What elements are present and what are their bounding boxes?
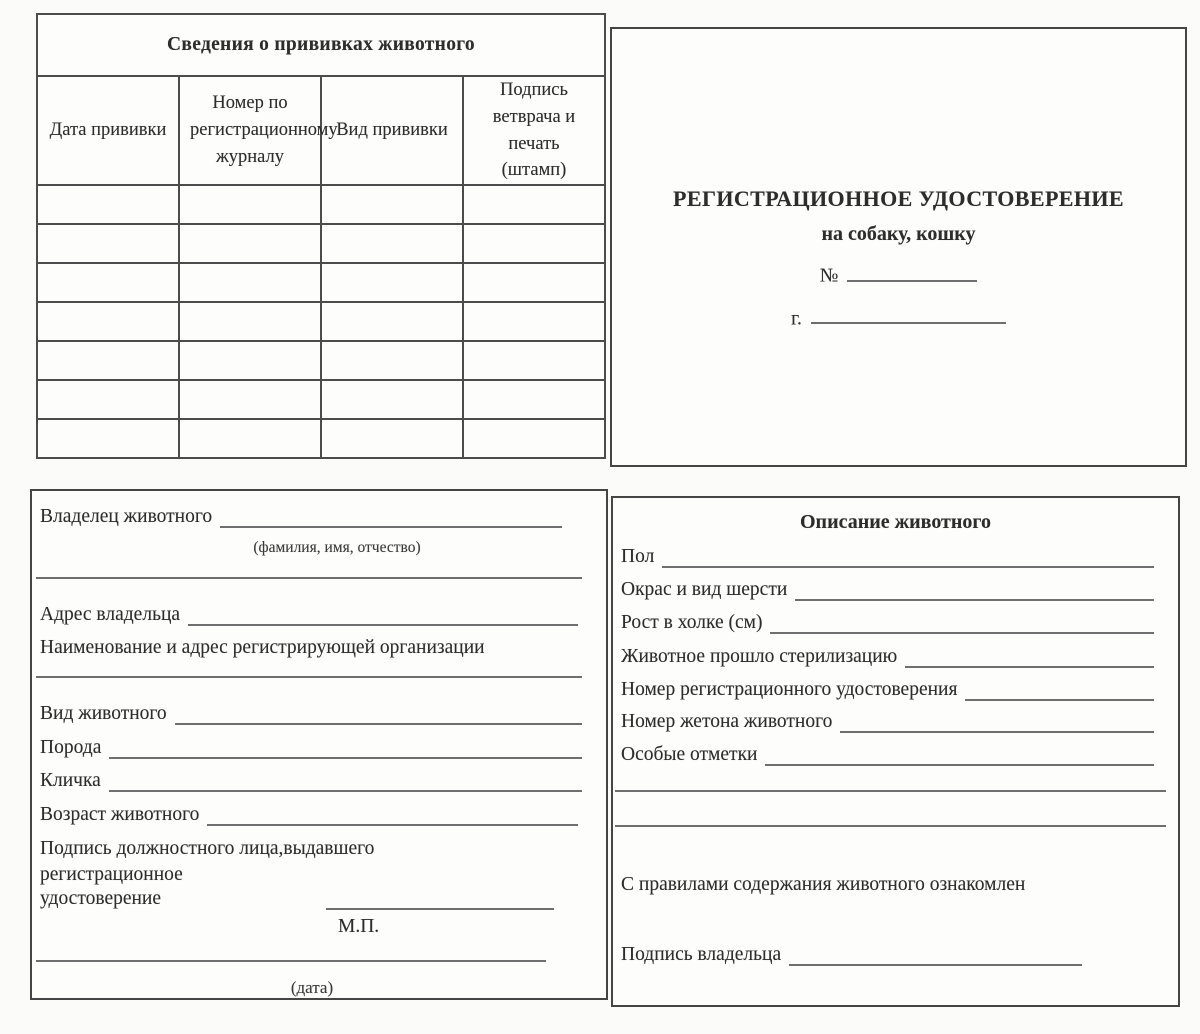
organization-blank-line — [36, 674, 582, 678]
certificate-number-label: № — [819, 265, 839, 287]
coat-label: Окрас и вид шерсти — [621, 579, 788, 600]
official-signature-blank-line — [326, 903, 554, 910]
blank-line — [36, 575, 582, 579]
empty-cell — [463, 341, 605, 380]
special-marks-blank-line — [765, 759, 1154, 766]
table-row — [37, 380, 605, 419]
sterilization-blank-line — [905, 661, 1154, 668]
empty-cell — [179, 302, 321, 341]
certificate-title-card — [610, 27, 1187, 467]
owner-signature-label: Подпись владельца — [621, 944, 782, 965]
empty-cell — [179, 224, 321, 263]
sex-field — [621, 545, 1154, 568]
empty-cell — [179, 185, 321, 224]
coat-field — [621, 578, 1154, 601]
sex-blank-line — [662, 561, 1154, 568]
address-blank-line — [188, 619, 578, 626]
vaccination-table — [36, 13, 606, 459]
empty-cell — [321, 263, 463, 302]
acknowledgement-text: С правилами содержания животного ознакомлен — [621, 874, 1026, 895]
table-row — [37, 263, 605, 302]
empty-cell — [37, 185, 179, 224]
table-row — [37, 341, 605, 380]
stamp-label: М.П. — [338, 916, 380, 937]
owner-card — [30, 489, 608, 1000]
owner-signature-field — [621, 943, 1082, 966]
certificate-subtitle: на собаку, кошку — [821, 223, 976, 245]
empty-cell — [37, 419, 179, 458]
coat-blank-line — [795, 594, 1154, 601]
breed-blank-line — [109, 752, 582, 759]
species-label: Вид животного — [40, 703, 167, 724]
empty-cell — [179, 263, 321, 302]
age-blank-line — [207, 819, 578, 826]
column-header-vaccination-date: Дата прививки — [37, 76, 179, 185]
sterilization-label: Животное прошло стерилизацию — [621, 646, 898, 667]
registration-number-field — [621, 678, 1154, 701]
vaccination-card — [36, 13, 606, 457]
sex-label: Пол — [621, 546, 655, 567]
empty-cell — [37, 263, 179, 302]
table-row — [37, 224, 605, 263]
official-signature-label-line2: регистрационное — [40, 864, 183, 885]
empty-cell — [321, 419, 463, 458]
special-marks-field — [621, 743, 1154, 766]
address-label: Адрес владельца — [40, 604, 181, 625]
description-title: Описание животного — [799, 511, 991, 533]
tag-number-field — [621, 710, 1154, 733]
empty-cell — [321, 341, 463, 380]
column-header-vaccination-type: Вид прививки — [321, 76, 463, 185]
owner-blank-line — [220, 521, 562, 528]
vaccination-table-header-row — [37, 76, 605, 185]
certificate-city-blank-line — [811, 303, 1006, 325]
empty-cell — [321, 224, 463, 263]
empty-cell — [463, 380, 605, 419]
owner-signature-blank-line — [789, 959, 1082, 966]
empty-cell — [179, 380, 321, 419]
table-row — [37, 302, 605, 341]
official-signature-field — [40, 887, 554, 910]
blank-line — [615, 823, 1166, 827]
tag-number-label: Номер жетона животного — [621, 711, 833, 732]
certificate-city-row — [612, 303, 1185, 331]
official-signature-label-line3: удостоверение — [40, 888, 162, 909]
column-header-registry-number: Номер по регистрационному журналу — [179, 76, 321, 185]
empty-cell — [179, 419, 321, 458]
empty-cell — [463, 419, 605, 458]
blank-line — [615, 788, 1166, 792]
vaccination-table-title: Сведения о прививках животного — [37, 14, 605, 76]
age-label: Возраст животного — [40, 804, 200, 825]
certificate-number-blank-line — [847, 260, 977, 282]
empty-cell — [463, 302, 605, 341]
date-blank-line — [36, 958, 546, 962]
table-row — [37, 185, 605, 224]
certificate-city-label: г. — [791, 308, 802, 329]
height-blank-line — [770, 627, 1154, 634]
height-label: Рост в холке (см) — [621, 612, 763, 633]
certificate-number-row — [612, 260, 1185, 288]
empty-cell — [463, 224, 605, 263]
age-field — [40, 803, 578, 826]
empty-cell — [321, 185, 463, 224]
address-field — [40, 603, 578, 626]
empty-cell — [321, 380, 463, 419]
height-field — [621, 611, 1154, 634]
sterilization-field — [621, 645, 1154, 668]
empty-cell — [463, 185, 605, 224]
owner-hint: (фамилия, имя, отчество) — [253, 539, 421, 556]
vaccination-table-title-row — [37, 14, 605, 76]
special-marks-label: Особые отметки — [621, 744, 758, 765]
nickname-field — [40, 769, 582, 792]
species-field — [40, 702, 582, 725]
breed-label: Порода — [40, 737, 102, 758]
empty-cell — [37, 380, 179, 419]
owner-field — [40, 505, 562, 528]
registration-number-label: Номер регистрационного удостоверения — [621, 679, 958, 700]
table-row — [37, 419, 605, 458]
date-hint: (дата) — [290, 978, 334, 997]
empty-cell — [179, 341, 321, 380]
official-signature-label-line1: Подпись должностного лица,выдавшего — [40, 838, 375, 859]
certificate-title: РЕГИСТРАЦИОННОЕ УДОСТОВЕРЕНИЕ — [673, 186, 1124, 211]
empty-cell — [37, 224, 179, 263]
species-blank-line — [175, 718, 582, 725]
column-header-vet-signature-stamp: Подпись ветврача и печать (штамп) — [463, 76, 605, 185]
empty-cell — [37, 341, 179, 380]
empty-cell — [321, 302, 463, 341]
owner-label: Владелец животного — [40, 506, 213, 527]
tag-number-blank-line — [840, 726, 1154, 733]
empty-cell — [37, 302, 179, 341]
nickname-blank-line — [109, 785, 582, 792]
empty-cell — [463, 263, 605, 302]
breed-field — [40, 736, 582, 759]
organization-label: Наименование и адрес регистрирующей организации — [40, 637, 485, 658]
nickname-label: Кличка — [40, 770, 101, 791]
description-card — [611, 496, 1180, 1007]
registration-number-blank-line — [965, 694, 1154, 701]
